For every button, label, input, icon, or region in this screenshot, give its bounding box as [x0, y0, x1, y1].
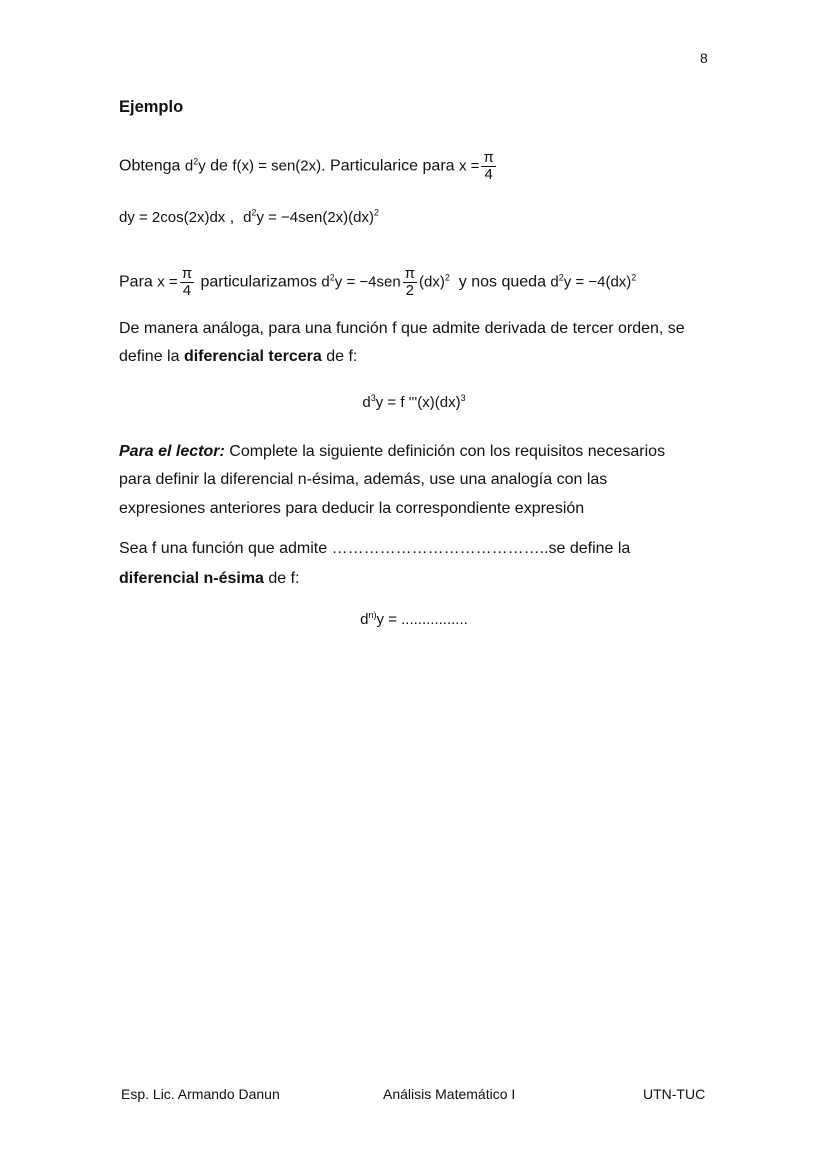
math-function: f(x) = sen(2x)	[232, 157, 322, 175]
definition-line-2	[119, 569, 300, 589]
superscript: 2	[329, 272, 335, 283]
math-expression: y = −4sen	[334, 273, 401, 291]
heading-ejemplo: Ejemplo	[119, 98, 184, 116]
paragraph-third-differential-line-2	[119, 347, 357, 367]
math-y: y	[198, 157, 206, 175]
text: y nos queda	[449, 273, 551, 291]
math-d: d	[550, 273, 559, 291]
text: de f:	[321, 348, 358, 365]
math-body: y = ................	[376, 611, 468, 628]
math-d: d	[243, 209, 252, 226]
math-d: d	[362, 394, 371, 411]
text: de	[205, 157, 233, 175]
superscript: n)	[368, 610, 377, 620]
reader-exercise-line-3: expresiones anteriores para deducir la correspondiente expresión	[119, 500, 585, 517]
text: define la	[119, 348, 184, 365]
denominator: 4	[484, 166, 493, 183]
fraction-pi-over-2	[403, 266, 417, 299]
differentials-line	[119, 208, 379, 228]
text: particularizamos	[196, 273, 322, 291]
superscript: 3	[460, 393, 466, 403]
particularization-line	[119, 266, 636, 299]
superscript: 2	[373, 207, 379, 218]
superscript: 2	[558, 272, 564, 283]
superscript: 3	[370, 393, 376, 403]
numerator: π	[483, 149, 494, 166]
fraction-pi-over-4	[481, 150, 495, 183]
paragraph-third-differential-line-1: De manera análoga, para una función f que admite derivada de tercer orden, se	[119, 320, 685, 337]
superscript: 2	[631, 272, 637, 283]
text: Para	[119, 273, 158, 291]
formula-third-differential	[0, 394, 828, 411]
text: Complete la siguiente definición con los requisitos necesarios	[224, 443, 666, 460]
example-statement	[119, 150, 498, 183]
reader-exercise-line-2: para definir la diferencial n-ésima, además, use una analogía con las	[119, 471, 608, 488]
numerator: π	[181, 265, 193, 282]
text: . Particularice para	[321, 157, 459, 175]
math-d2y: y = −4sen(2x)(dx)	[256, 209, 374, 226]
math-body: y = f '''(x)(dx)	[375, 394, 461, 411]
footer-course: Análisis Matemático I	[383, 1086, 516, 1102]
bold-term: diferencial n-ésima	[119, 570, 264, 587]
fraction-pi-over-4	[180, 266, 194, 299]
numerator: π	[404, 265, 416, 282]
math-dy: dy = 2cos(2x)dx	[119, 209, 226, 226]
math-result: y = −4(dx)	[563, 273, 632, 291]
page-number: 8	[700, 50, 708, 66]
reader-label: Para el lector:	[119, 443, 225, 460]
superscript: 2	[193, 156, 199, 167]
separator: ,	[225, 209, 235, 226]
superscript: 2	[251, 207, 257, 218]
math-d: d	[184, 157, 194, 175]
footer-institution: UTN-TUC	[643, 1086, 706, 1102]
math-d: d	[321, 273, 330, 291]
math-dx: (dx)	[419, 273, 445, 291]
superscript: 2	[444, 272, 450, 283]
math-x: x =	[157, 273, 178, 291]
bold-term: diferencial tercera	[183, 348, 322, 365]
math-d: d	[360, 611, 369, 628]
reader-exercise-line-1	[119, 442, 665, 462]
formula-nth-differential	[0, 611, 828, 628]
math-x: x =	[459, 157, 480, 175]
denominator: 4	[182, 282, 192, 299]
text: de f:	[263, 570, 300, 587]
denominator: 2	[405, 282, 415, 299]
footer-author: Esp. Lic. Armando Danun	[121, 1086, 280, 1102]
definition-line-1: Sea f una función que admite …………………………………..se define la	[119, 540, 631, 557]
text: Obtenga	[119, 157, 185, 175]
